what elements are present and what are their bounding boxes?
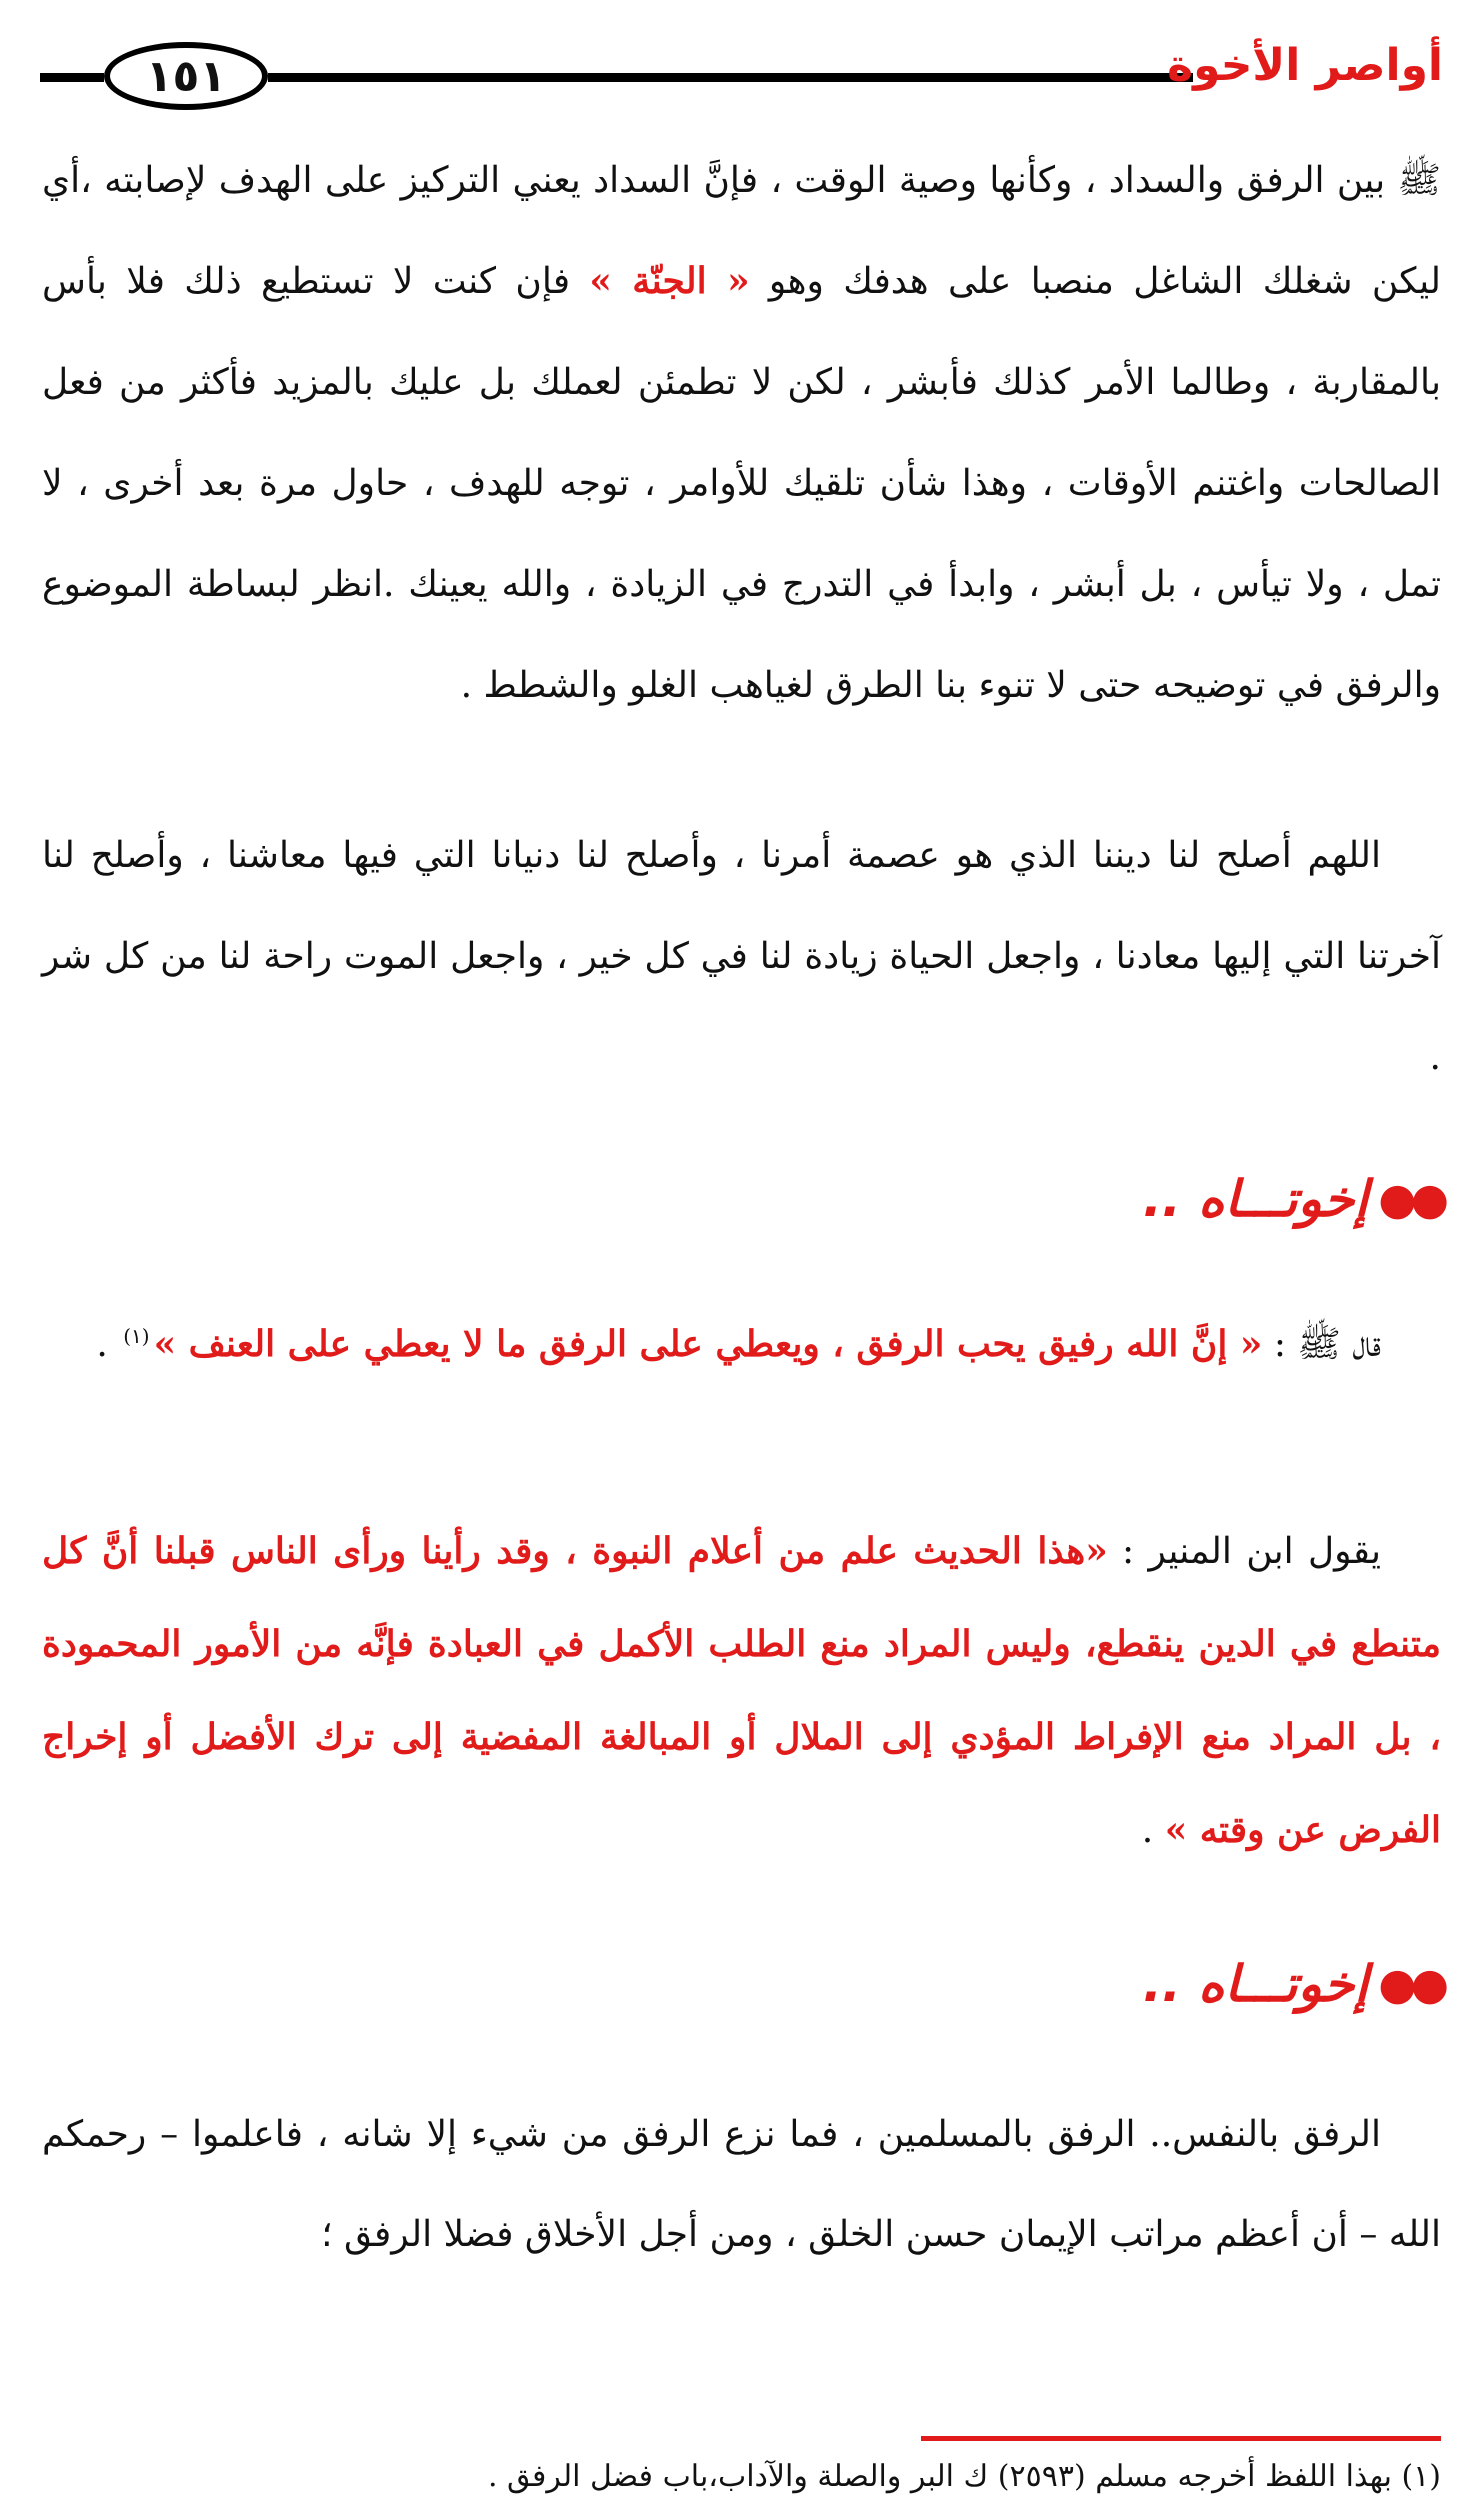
footnote-rule bbox=[921, 2436, 1441, 2441]
hadith-end: . bbox=[96, 1324, 120, 1365]
page-number: ١٥١ bbox=[104, 42, 268, 110]
paragraph-2-text: اللهم أصلح لنا ديننا الذي هو عصمة أمرنا ، وأصلح لنا دنيانا التي فيها معاشنا ، وأصلح لنا آخرتنا التي إليها معادنا ، واجعل الحياة زيادة لنا في كل خير ، واجعل الموت راحة لنا من كل شر . bbox=[42, 835, 1441, 1078]
quote-block bbox=[42, 1505, 1441, 1877]
paragraph-1 bbox=[42, 130, 1441, 736]
book-title: أواصر الأخوة bbox=[1167, 40, 1443, 91]
bullet-dots-icon: ●● bbox=[1378, 1958, 1443, 2010]
section-heading-1 bbox=[1143, 1170, 1443, 1228]
footnote: (١) بهذا اللفظ أخرجه مسلم (٢٥٩٣) ك البر والصلة والآداب،باب فضل الرفق . bbox=[487, 2459, 1441, 2494]
section-heading-2 bbox=[1143, 1955, 1443, 2013]
paragraph-1-highlight: « الجنّة » bbox=[589, 260, 750, 302]
hadith-intro: قال ﷺ : bbox=[1262, 1324, 1381, 1365]
quote-text: «هذا الحديث علم من أعلام النبوة ، وقد رأينا ورأى الناس قبلنا أنَّ كل متنطع في الدين ينقطع، وليس المراد منع الطلب الأكمل في العبادة فإنَّه من الأمور المحمودة ، بل المراد منع الإفراط المؤدي إلى الملال أو المبالغة المفضية إلى ترك الأفضل أو إخراج الفرض عن وقته » bbox=[42, 1530, 1441, 1851]
hadith-block bbox=[42, 1290, 1441, 1391]
bullet-dots-icon: ●● bbox=[1378, 1173, 1443, 1225]
section-heading-1-text: إخوتـــاه .. bbox=[1142, 1170, 1369, 1228]
paragraph-2 bbox=[42, 805, 1441, 1108]
paragraph-1-text: ﷺ بين الرفق والسداد ، وكأنها وصية الوقت ، فإنَّ السداد يعني التركيز على الهدف لإصابته ،أي ليكن شغلك الشاغل منصبا على هدفك وهو bbox=[42, 160, 1441, 302]
section-heading-2-text: إخوتـــاه .. bbox=[1142, 1955, 1369, 2013]
footnote-ref: (١) bbox=[123, 1324, 150, 1348]
quote-intro: يقول ابن المنير : bbox=[1107, 1531, 1382, 1572]
hadith-text: « إنَّ الله رفيق يحب الرفق ، ويعطي على الرفق ما لا يعطي على العنف » bbox=[153, 1323, 1263, 1365]
section-2-text: الرفق بالنفس.. الرفق بالمسلمين ، فما نزع الرفق من شيء إلا شانه ، فاعلموا – رحمكم الله – أن أعظم مراتب الإيمان حسن الخلق ، ومن أجل الأخلاق فضلا الرفق ؛ bbox=[42, 2114, 1441, 2255]
header-rule-right bbox=[268, 73, 1193, 82]
header-rule-left bbox=[40, 73, 104, 82]
quote-end: . bbox=[1141, 1810, 1165, 1851]
paragraph-1-rest: فإن كنت لا تستطيع ذلك فلا بأس بالمقاربة ، وطالما الأمر كذلك فأبشر ، لكن لا تطمئن لعملك بل عليك بالمزيد فأكثر من فعل الصالحات واغتنم الأوقات ، وهذا شأن تلقيك للأوامر ، توجه للهدف ، حاول مرة بعد أخرى ، لا تمل ، ولا تيأس ، بل أبشر ، وابدأ في التدرج في الزيادة ، والله يعينك .انظر لبساطة الموضوع والرفق في توضيحه حتى لا تنوء بنا الطرق لغياهب الغلو والشطط . bbox=[42, 261, 1441, 706]
section-2-paragraph bbox=[42, 2085, 1441, 2285]
